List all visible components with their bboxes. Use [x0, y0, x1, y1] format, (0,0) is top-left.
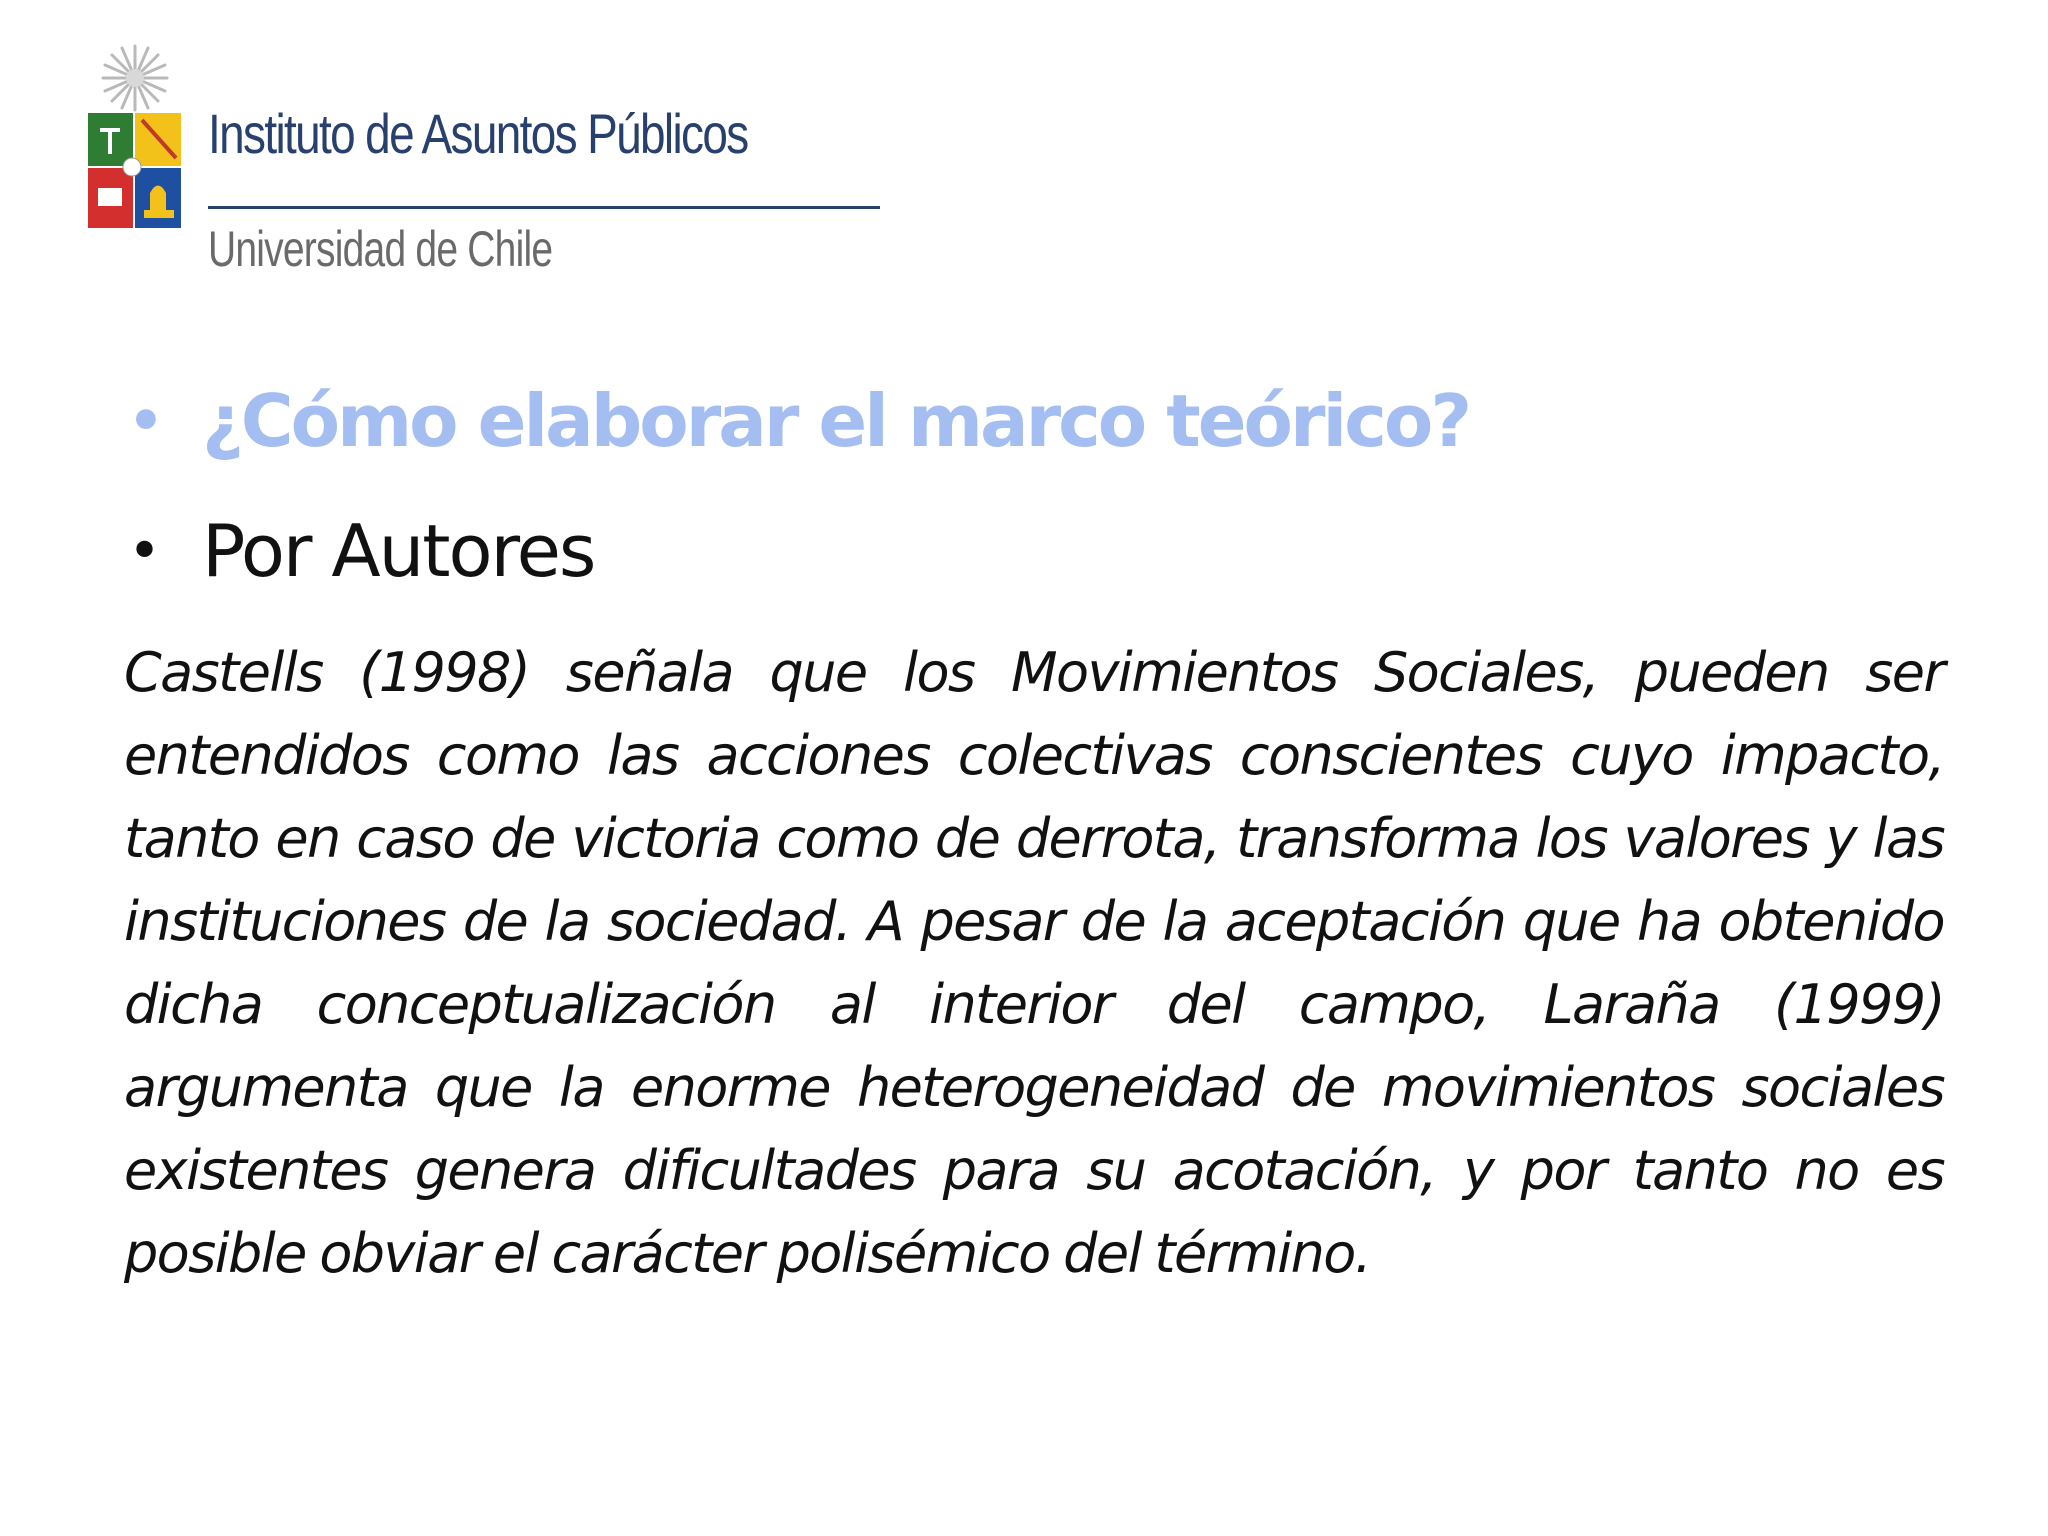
bullet-item-authors: [124, 509, 1944, 605]
bullet-icon: •: [128, 389, 161, 454]
university-name: Universidad de Chile: [208, 221, 553, 277]
institute-name: Instituto de Asuntos Públicos: [208, 102, 748, 165]
institute-logo: [80, 38, 900, 277]
bullet-text: ¿Cómo elaborar el marco teórico?: [202, 379, 1470, 463]
slide-content: [124, 379, 1944, 1295]
logo-divider: [208, 206, 880, 209]
bullet-icon: •: [128, 519, 160, 584]
body-paragraph: Castells (1998) señala que los Movimientos Sociales, pueden ser entendidos como las acciones colectivas conscientes cuyo impacto, tanto en caso de victoria como de derrota, transforma los valores y las instituciones de la sociedad. A pesar de la aceptación que ha obtenido dicha conceptualización al interior del campo, Laraña (1999) argumenta que la enorme heterogeneidad de movimientos sociales existentes genera dificultades para su acotación, y por tanto no es posible obviar el carácter polisémico del término.: [124, 641, 1944, 1285]
university-emblem-icon: [80, 38, 190, 248]
bullet-text: Por Autores: [202, 509, 595, 593]
bullet-item-question: [124, 379, 1944, 477]
bullet-list: [124, 379, 1944, 605]
